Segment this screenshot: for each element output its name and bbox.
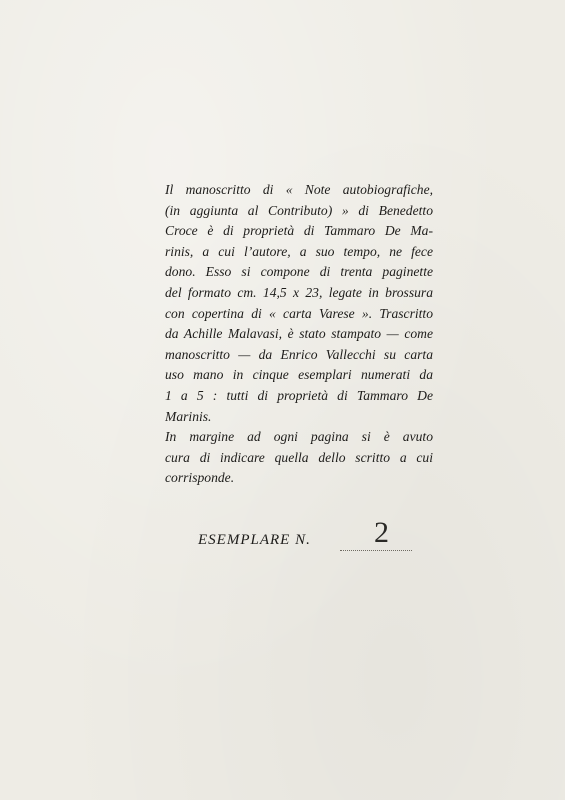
colophon-line: cura di indicare quella dello scritto a cui [165, 449, 433, 465]
colophon-line: (in aggiunta al Contributo) » di Benedetto [165, 202, 433, 218]
colophon-line: Il manoscritto di « Note autobiografiche, [165, 182, 433, 197]
colophon-line: corrisponde. [165, 470, 235, 486]
colophon-line: Marinis. [165, 408, 212, 424]
colophon-line: dono. Esso si compone di trenta paginette [165, 264, 433, 280]
colophon-line: con copertina di « carta Varese ». Trascritto [165, 305, 433, 321]
colophon-line: rinis, a cui l’autore, a suo tempo, ne fece [165, 243, 433, 259]
colophon-line: Croce è di proprietà di Tammaro De Ma- [165, 223, 433, 239]
colophon-line: da Achille Malavasi, è stato stampato — come [165, 326, 433, 342]
colophon-line: del formato cm. 14,5 x 23, legate in brossura [165, 284, 433, 300]
colophon-line: uso mano in cinque esemplari numerati da [165, 367, 433, 383]
colophon-line: manoscritto — da Enrico Vallecchi su carta [165, 346, 433, 362]
colophon-text [165, 180, 433, 489]
copy-number: 2 [374, 516, 389, 549]
copy-number-field [340, 518, 412, 551]
copy-label: ESEMPLARE N. [198, 532, 311, 548]
colophon-line: In margine ad ogni pagina si è avuto [165, 429, 433, 445]
colophon-line: 1 a 5 : tutti di proprietà di Tammaro De [165, 387, 433, 403]
copy-number-row [198, 518, 438, 558]
